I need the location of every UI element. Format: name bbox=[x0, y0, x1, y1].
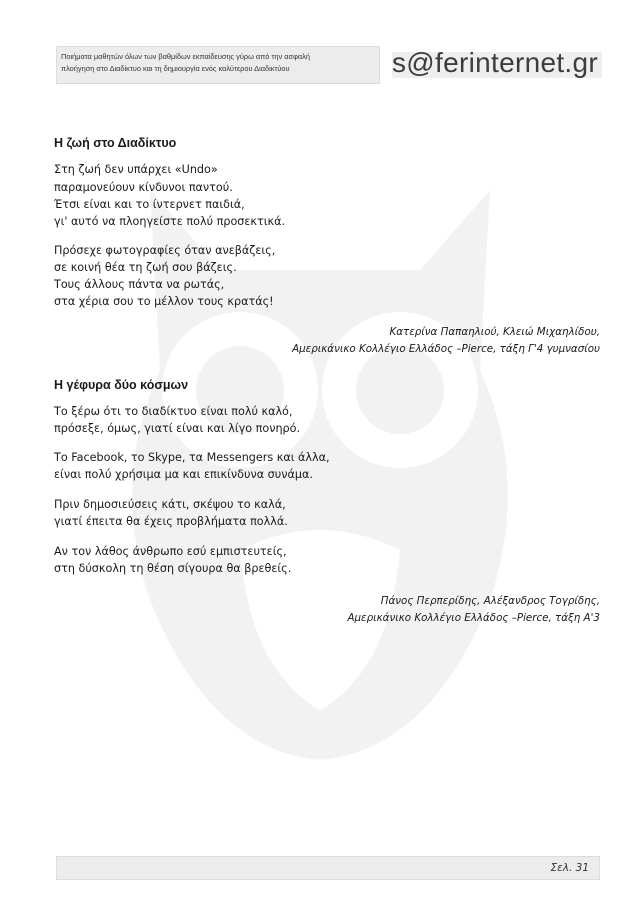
poem-2-authors: Πάνος Περπερίδης, Αλέξανδρος Τογρίδης, bbox=[380, 595, 600, 607]
poem-1-line: στα χέρια σου το μέλλον τους κρατάς! bbox=[54, 295, 274, 308]
poem-2-school: Αμερικάνικο Κολλέγιο Ελλάδος –Pierce, τάξη Α'3 bbox=[347, 612, 600, 624]
poem-1-line: σε κοινή θέα τη ζωή σου βάζεις. bbox=[54, 261, 237, 274]
poem-2-line: Αν τον λάθος άνθρωπο εσύ εμπιστευτείς, bbox=[54, 545, 287, 558]
poem-1-title: Η ζωή στο Διαδίκτυο bbox=[54, 136, 177, 150]
poem-1-line: Πρόσεχε φωτογραφίες όταν ανεβάζεις, bbox=[54, 244, 276, 257]
page-number: Σελ. 31 bbox=[550, 862, 589, 874]
poem-2-line: στη δύσκολη τη θέση σίγουρα θα βρεθείς. bbox=[54, 562, 292, 575]
poem-1-line: παραμονεύουν κίνδυνοι παντού. bbox=[54, 181, 233, 194]
logo-text: s@ferinternet.gr bbox=[392, 47, 598, 78]
header-line-1: Ποιήματα μαθητών όλων των βαθμίδων εκπαίδευσης γύρω από την ασφαλή bbox=[61, 52, 310, 61]
header-banner bbox=[56, 46, 380, 84]
poem-1-line: Τους άλλους πάντα να ρωτάς, bbox=[54, 278, 225, 291]
poem-1-school: Αμερικάνικο Κολλέγιο Ελλάδος –Pierce, τάξη Γ'4 γυμνασίου bbox=[292, 343, 600, 355]
saferinternet-logo bbox=[392, 46, 602, 82]
poem-1-line: Έτσι είναι και το ίντερνετ παιδιά, bbox=[54, 198, 245, 211]
poem-2-line: Το ξέρω ότι το διαδίκτυο είναι πολύ καλό, bbox=[54, 405, 293, 418]
header-line-2: πλοήγηση στο Διαδίκτυο και τη δημιουργία ενός καλύτερου Διαδικτύου bbox=[61, 64, 290, 73]
poem-2-line: γιατί έπειτα θα έχεις προβλήματα πολλά. bbox=[54, 515, 288, 528]
poem-1-line: γι' αυτό να πλοηγείστε πολύ προσεκτικά. bbox=[54, 215, 286, 228]
poem-2-line: πρόσεξε, όμως, γιατί είναι και λίγο πονηρό. bbox=[54, 422, 301, 435]
footer-banner bbox=[56, 856, 600, 880]
poem-2-line: Το Facebook, το Skype, τα Messengers και άλλα, bbox=[54, 451, 330, 464]
poem-2-line: είναι πολύ χρήσιμα μα και επικίνδυνα συνάμα. bbox=[54, 468, 313, 481]
poem-2-title: Η γέφυρα δύο κόσμων bbox=[54, 378, 189, 392]
poem-2-line: Πριν δημοσιεύσεις κάτι, σκέψου το καλά, bbox=[54, 498, 286, 511]
poem-1-authors: Κατερίνα Παπαηλιού, Κλειώ Μιχαηλίδου, bbox=[389, 326, 600, 338]
poem-1-line: Στη ζωή δεν υπάρχει «Undo» bbox=[54, 163, 218, 176]
